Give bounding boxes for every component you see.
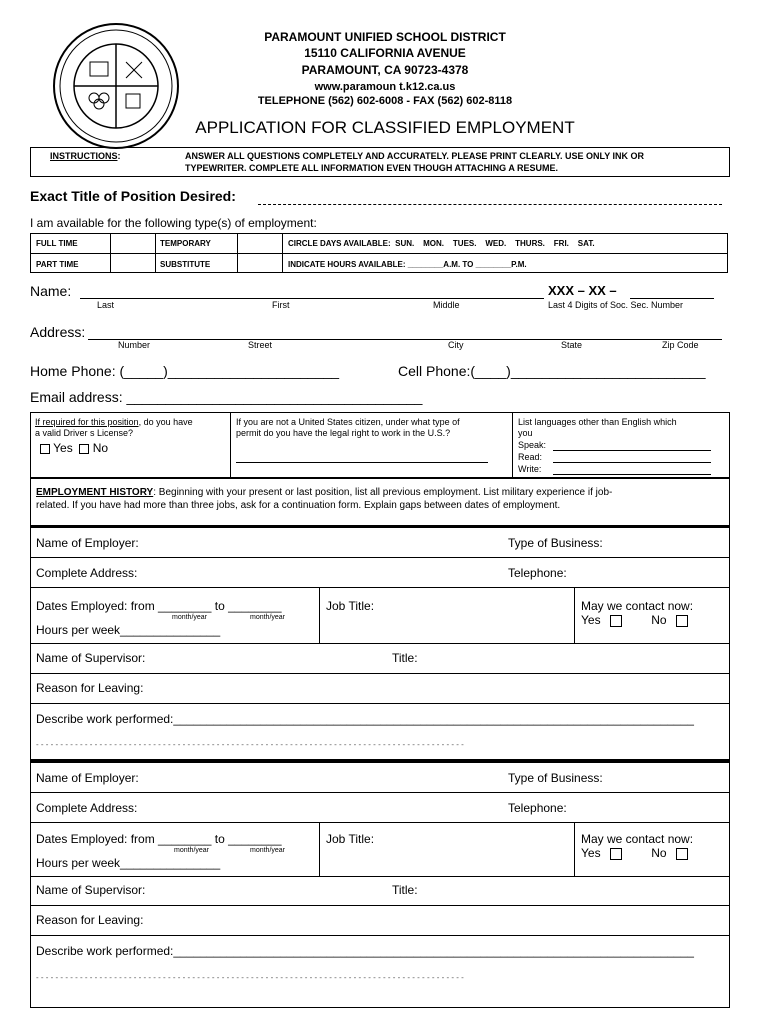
position-label: Exact Title of Position Desired: — [30, 188, 236, 204]
temporary-cell[interactable] — [239, 235, 281, 252]
cell-phone[interactable]: Cell Phone:(____)_________________________ — [398, 363, 706, 379]
address-label: Address: — [30, 324, 86, 340]
email-address[interactable]: Email address: ______________________________________ — [30, 389, 423, 405]
employer-2-no-checkbox[interactable] — [676, 848, 688, 860]
address-city: City — [448, 340, 464, 350]
citizen-question-2: permit do you have the legal right to work in the U.S.? — [236, 428, 451, 438]
history-intro-1: EMPLOYMENT HISTORY: Beginning with your present or last position, list all previous employment. List military experience if job- — [36, 487, 613, 498]
position-line[interactable] — [258, 204, 722, 205]
address-number: Number — [118, 340, 151, 350]
hours-available: INDICATE HOURS AVAILABLE: ________A.M. TO ________P.M. — [288, 260, 527, 269]
ssn-label: Last 4 Digits of Soc. Sec. Number — [548, 300, 684, 310]
license-options — [40, 441, 108, 455]
name-middle: Middle — [433, 300, 460, 310]
employer-2-no-label: No — [651, 846, 667, 860]
employer-1-to-hint: month/year — [250, 614, 286, 621]
name-line[interactable] — [80, 298, 544, 299]
substitute-label: SUBSTITUTE — [160, 260, 211, 269]
employer-1-no-checkbox[interactable] — [676, 615, 688, 627]
read-label: Read: — [518, 452, 543, 462]
part-time-cell[interactable] — [112, 255, 154, 272]
write-label: Write: — [518, 464, 542, 474]
address-line[interactable] — [88, 339, 722, 340]
temporary-label: TEMPORARY — [160, 239, 211, 248]
employer-1-telephone[interactable]: Telephone: — [508, 566, 567, 580]
employer-2-telephone[interactable]: Telephone: — [508, 801, 567, 815]
license-yes-label: Yes — [53, 441, 73, 455]
employer-1-no-label: No — [651, 613, 667, 627]
employer-1-job-title[interactable]: Job Title: — [326, 599, 375, 613]
name-last: Last — [97, 300, 115, 310]
part-time-label: PART TIME — [36, 260, 79, 269]
circle-days: CIRCLE DAYS AVAILABLE: SUN. MON. TUES. WED. THURS. FRI. SAT. — [288, 239, 595, 248]
full-time-label: FULL TIME — [36, 239, 78, 248]
license-question-2: a valid Driver s License? — [35, 428, 134, 438]
district-street: 15110 CALIFORNIA AVENUE — [304, 46, 466, 60]
write-line[interactable] — [553, 474, 711, 475]
employer-2-supervisor-title[interactable]: Title: — [392, 883, 418, 897]
employer-2-job-title[interactable]: Job Title: — [326, 832, 375, 846]
employer-1-yes-checkbox[interactable] — [610, 615, 622, 627]
read-line[interactable] — [553, 462, 711, 463]
employer-2-describe[interactable]: Describe work performed:______________________________________________________________________________ — [36, 944, 694, 958]
name-label: Name: — [30, 283, 72, 299]
employer-2-hours[interactable]: Hours per week_______________ — [36, 856, 221, 870]
employer-1-contact-options — [581, 613, 688, 627]
citizen-permit-line[interactable] — [236, 462, 488, 463]
employer-2-address[interactable]: Complete Address: — [36, 801, 138, 815]
employer-1-supervisor[interactable]: Name of Supervisor: — [36, 651, 146, 665]
form-title: APPLICATION FOR CLASSIFIED EMPLOYMENT — [195, 118, 575, 137]
instructions-text-1: ANSWER ALL QUESTIONS COMPLETELY AND ACCURATELY. PLEASE PRINT CLEARLY. USE ONLY INK OR — [185, 151, 645, 161]
employer-1-describe[interactable]: Describe work performed:______________________________________________________________________________ — [36, 712, 694, 726]
availability-text: I am available for the following type(s) of employment: — [30, 216, 317, 230]
district-name: PARAMOUNT UNIFIED SCHOOL DISTRICT — [264, 30, 506, 44]
employer-2-yes-checkbox[interactable] — [610, 848, 622, 860]
employer-2-type[interactable]: Type of Business: — [508, 771, 603, 785]
district-phone: TELEPHONE (562) 602-6008 - FAX (562) 602-8118 — [257, 95, 513, 107]
instructions-label: INSTRUCTIONS: — [50, 151, 121, 161]
employer-1-hours[interactable]: Hours per week_______________ — [36, 623, 221, 637]
instructions-text-2: TYPEWRITER. COMPLETE ALL INFORMATION EVEN THOUGH ATTACHING A RESUME. — [185, 163, 558, 173]
speak-label: Speak: — [518, 440, 547, 450]
full-time-cell[interactable] — [112, 235, 154, 252]
employer-2-reason[interactable]: Reason for Leaving: — [36, 913, 144, 927]
employer-1-dates[interactable]: Dates Employed: from ________ to ________ — [36, 599, 282, 613]
speak-line[interactable] — [553, 450, 711, 451]
employer-1-describe-line[interactable]: - - - - - - - - - - - - - - - - - - - - - - - - - - - - - - - - - - - - - - - - - - - - - - - - - - - - - - - - - - - - - - - - - - - - - - - - - - - - - - - - - - - - - - - - — [36, 740, 464, 749]
district-city: PARAMOUNT, CA 90723-4378 — [301, 63, 469, 77]
name-first: First — [272, 300, 290, 310]
employer-1-name[interactable]: Name of Employer: — [36, 536, 139, 550]
employer-2-dates[interactable]: Dates Employed: from ________ to ________ — [36, 832, 282, 846]
employer-2-to-hint: month/year — [250, 847, 286, 854]
substitute-cell[interactable] — [239, 255, 281, 272]
employer-1-reason[interactable]: Reason for Leaving: — [36, 681, 144, 695]
address-state: State — [561, 340, 583, 350]
employer-1-type[interactable]: Type of Business: — [508, 536, 603, 550]
citizen-question: If you are not a United States citizen, under what type of — [236, 417, 460, 427]
employer-1-from-hint: month/year — [172, 614, 208, 621]
employer-2-describe-line[interactable]: - - - - - - - - - - - - - - - - - - - - - - - - - - - - - - - - - - - - - - - - - - - - - - - - - - - - - - - - - - - - - - - - - - - - - - - - - - - - - - - - - - - - - - - - — [36, 973, 464, 982]
home-phone[interactable]: Home Phone: (_____)______________________ — [30, 363, 340, 379]
employer-2-supervisor[interactable]: Name of Supervisor: — [36, 883, 146, 897]
ssn-prefix: XXX – XX – — [548, 283, 617, 298]
license-no-checkbox[interactable] — [79, 444, 89, 454]
employer-1-yes-label: Yes — [581, 613, 601, 627]
employer-2-contact-options — [581, 846, 688, 860]
employer-1-supervisor-title[interactable]: Title: — [392, 651, 418, 665]
employer-2-yes-label: Yes — [581, 846, 601, 860]
employer-1-contact: May we contact now: — [581, 599, 694, 613]
license-question: If required for this position, do you have — [35, 417, 193, 427]
license-no-label: No — [92, 441, 109, 455]
employer-2-name[interactable]: Name of Employer: — [36, 771, 139, 785]
address-street: Street — [248, 340, 273, 350]
history-intro-2: related. If you have had more than three jobs, ask for a continuation form. Explain gaps between dates of employment. — [36, 500, 561, 511]
languages-question-2: you — [518, 428, 533, 438]
ssn-line[interactable] — [630, 298, 714, 299]
employer-2-contact: May we contact now: — [581, 832, 694, 846]
license-yes-checkbox[interactable] — [40, 444, 50, 454]
languages-question: List languages other than English which — [518, 417, 677, 427]
address-zip: Zip Code — [662, 340, 699, 350]
employer-2-from-hint: month/year — [174, 847, 210, 854]
district-website: www.paramoun t.k12.ca.us — [314, 81, 456, 93]
employer-1-address[interactable]: Complete Address: — [36, 566, 138, 580]
